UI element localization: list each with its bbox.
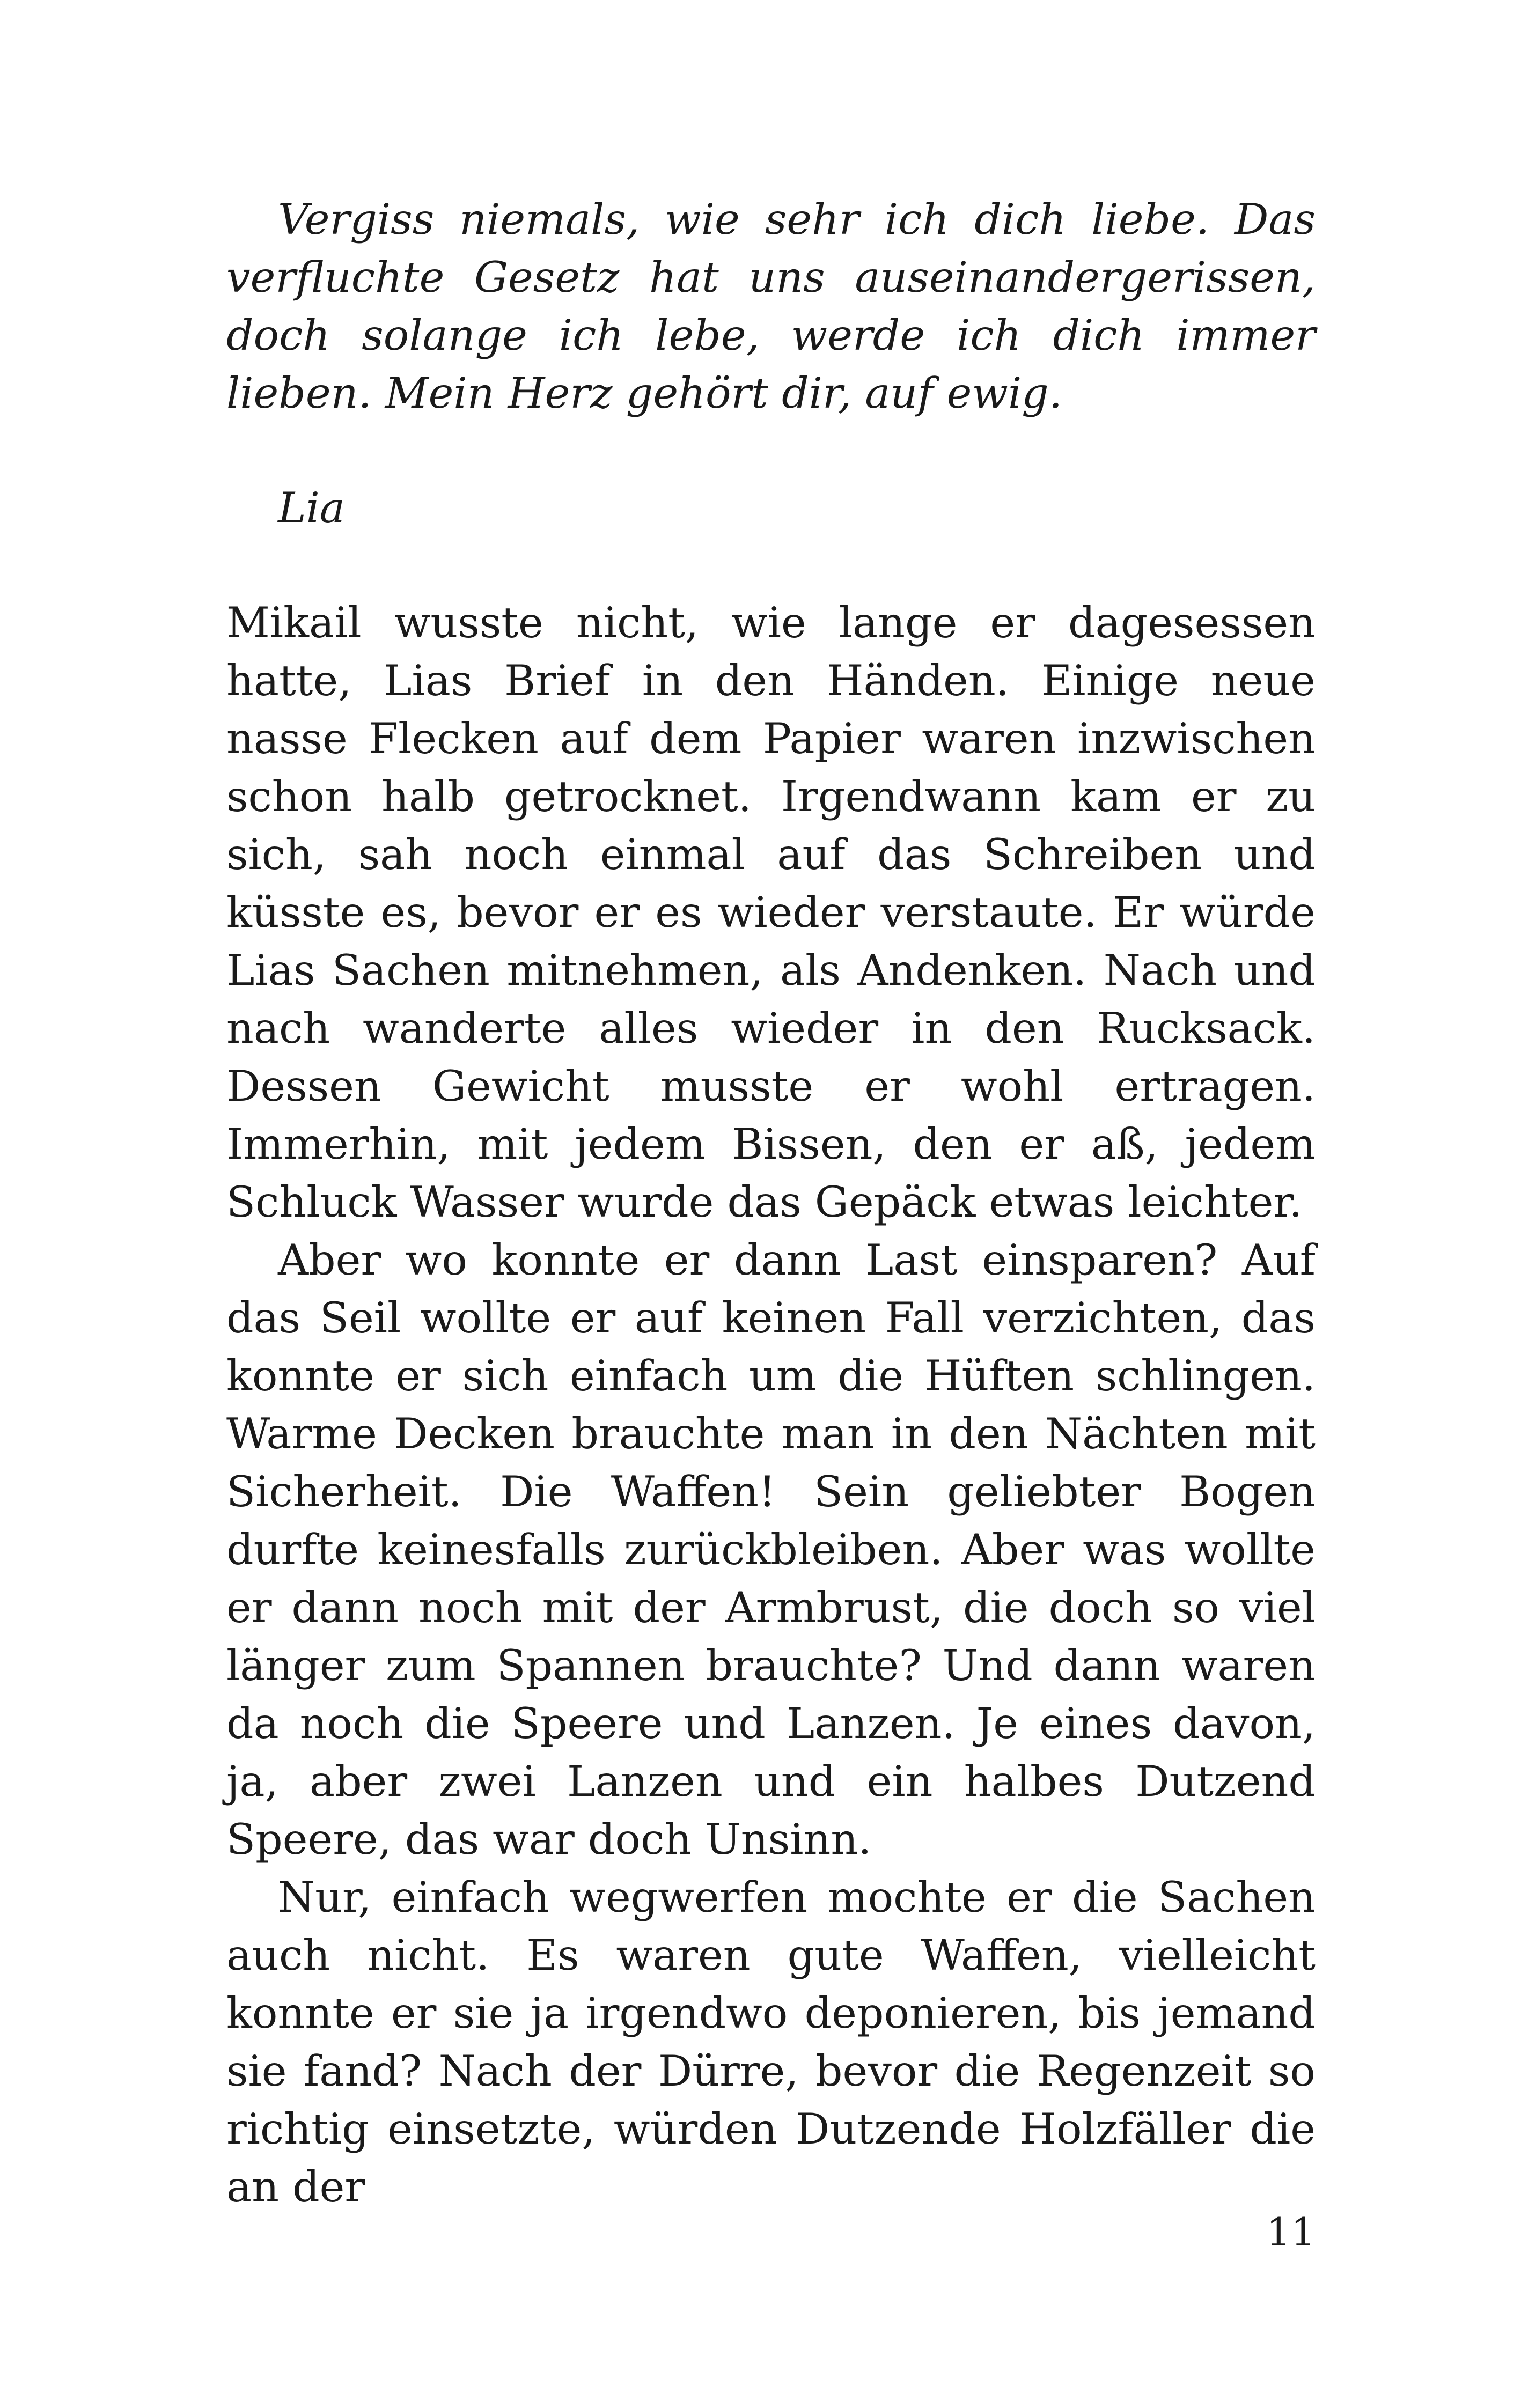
body-paragraph: Nur, einfach wegwerfen mochte er die Sachen auch nicht. Es waren gute Waffen, vielleicht konnte er sie ja irgendwo deponieren, bis jemand sie fand? Nach der Dürre, bevor die Regenzeit so richtig einsetzte, würden Dutzende Holzfäller die an der — [226, 1873, 1316, 2212]
letter-signature: Lia — [278, 483, 345, 533]
body-paragraph: Aber wo konnte er dann Last einsparen? Auf das Seil wollte er auf keinen Fall verzichten, das konnte er sich einfach um die Hüften schlingen. Warme Decken brauchte man in den Nächten mit Sicherheit. Die Waffen! Sein geliebter Bogen durfte keinesfalls zurückbleiben. Aber was wollte er dann noch mit der Armbrust, die doch so viel länger zum Spannen brauchte? Und dann waren da noch die Speere und Lanzen. Je eines davon, ja, aber zwei Lanzen und ein halbes Dutzend Speere, das war doch Unsinn. — [226, 1235, 1316, 1864]
letter-signature-block — [226, 479, 1316, 537]
page-number: 11 — [1266, 2210, 1316, 2255]
body-text-block — [226, 594, 1316, 2216]
letter-text-block — [226, 190, 1316, 422]
body-paragraph: Mikail wusste nicht, wie lange er dagesessen hatte, Lias Brief in den Händen. Einige neue nasse Flecken auf dem Papier waren inzwischen schon halb getrocknet. Irgendwann kam er zu sich, sah noch einmal auf das Schreiben und küsste es, bevor er es wieder verstaute. Er würde Lias Sachen mitnehmen, als Andenken. Nach und nach wanderte alles wieder in den Rucksack. Dessen Gewicht musste er wohl ertragen. Immerhin, mit jedem Bissen, den er aß, jedem Schluck Wasser wurde das Gepäck etwas leichter. — [226, 598, 1316, 1227]
letter-paragraph: Vergiss niemals, wie sehr ich dich liebe. Das verfluchte Gesetz hat uns auseinandergerissen, doch solange ich lebe, werde ich dich immer lieben. Mein Herz gehört dir, auf ewig. — [226, 195, 1316, 418]
